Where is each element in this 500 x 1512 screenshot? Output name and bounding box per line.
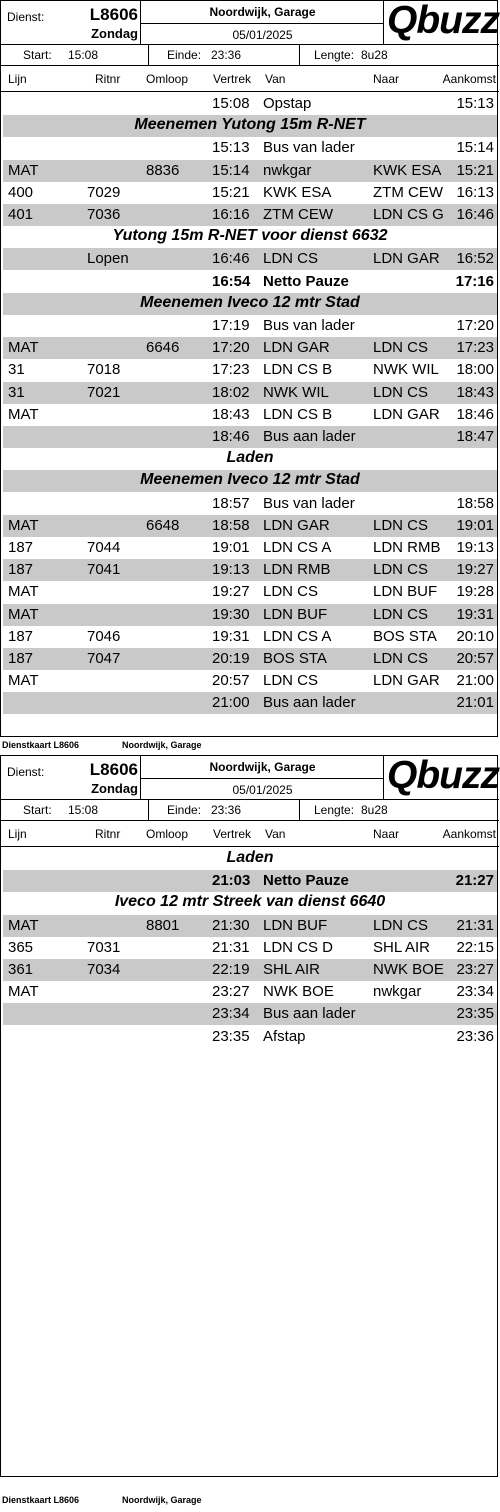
cell-naar: LDN GAR — [373, 250, 440, 268]
garage-cell — [141, 1, 384, 44]
cell-aankomst: 21:00 — [456, 672, 494, 690]
schedule-row — [3, 1003, 497, 1025]
schedule-row — [3, 337, 497, 359]
qbuzz-logo: Qbuzz — [387, 0, 499, 42]
cell-van: LDN CS — [263, 672, 319, 690]
cell-lijn: 361 — [8, 961, 34, 978]
footer-label: Dienstkaart L8606 — [2, 740, 80, 750]
schedule-row — [3, 248, 497, 270]
schedule-row — [3, 537, 497, 559]
dienstkaart-page-1 — [0, 0, 500, 750]
cell-aankomst: 23:35 — [456, 1005, 494, 1023]
cell-vertrek: 22:19 — [212, 961, 250, 978]
cell-van: LDN GAR — [263, 516, 330, 534]
cell-omloop: 6648 — [146, 516, 180, 534]
lengte-field — [314, 803, 388, 817]
cell-lijn: MAT — [8, 983, 39, 1001]
cell-aankomst: 15:13 — [456, 95, 494, 112]
cell-ritnr: 7031 — [87, 938, 121, 956]
cell-ritnr: 7046 — [87, 627, 121, 645]
cell-lijn: 401 — [8, 206, 34, 223]
cell-naar: BOS STA — [373, 627, 437, 645]
divider — [141, 23, 384, 24]
cell-aankomst: 20:57 — [456, 650, 494, 667]
schedule-row — [3, 404, 497, 426]
einde-field — [167, 803, 242, 817]
cell-aankomst: 21:31 — [456, 916, 494, 934]
cell-aankomst: 18:43 — [456, 383, 494, 401]
schedule-row — [3, 670, 497, 692]
cell-ritnr: 7044 — [87, 539, 121, 556]
schedule-row — [3, 160, 497, 182]
section-title: Yutong 15m R-NET voor dienst 6632 — [112, 227, 388, 245]
schedule-row — [3, 648, 497, 670]
col-van: Van — [265, 827, 286, 841]
cell-omloop: 8836 — [146, 161, 180, 179]
cell-van: Bus van lader — [263, 494, 355, 512]
schedule-row — [3, 915, 497, 937]
cell-van: LDN BUF — [263, 605, 328, 623]
garage-name: Noordwijk, Garage — [209, 760, 316, 774]
cell-aankomst: 21:27 — [455, 872, 494, 890]
cell-naar: LDN CS — [373, 561, 429, 579]
cell-naar: LDN CS — [373, 650, 429, 667]
cell-vertrek: 23:35 — [212, 1027, 250, 1045]
col-vertrek: Vertrek — [213, 72, 252, 86]
cell-vertrek: 21:00 — [212, 694, 250, 712]
schedule-row — [3, 1026, 497, 1048]
cell-omloop: 8801 — [146, 916, 180, 934]
col-naar: Naar — [373, 827, 400, 841]
cell-vertrek: 21:30 — [212, 916, 250, 934]
cell-van: LDN RMB — [263, 561, 331, 579]
header — [1, 756, 499, 800]
section-title-row — [3, 115, 497, 137]
cell-naar: LDN RMB — [373, 539, 441, 556]
time-summary — [1, 45, 499, 66]
cell-omloop: 6646 — [146, 339, 180, 357]
cell-aankomst: 15:21 — [456, 161, 494, 179]
lengte-label: Lengte: — [314, 48, 355, 62]
section-title-row — [3, 892, 497, 914]
cell-vertrek: 19:27 — [212, 583, 250, 601]
dienst-number: L8606 — [89, 5, 138, 24]
einde-value: 23:36 — [211, 803, 242, 817]
cell-naar: LDN CS G — [373, 206, 444, 223]
cell-ritnr: 7029 — [87, 183, 121, 201]
cell-van: nwkgar — [263, 161, 312, 179]
divider — [148, 45, 149, 65]
schedule-row — [3, 959, 497, 981]
cell-aankomst: 18:46 — [456, 405, 494, 423]
section-title-row — [3, 293, 497, 315]
cell-aankomst: 16:46 — [456, 206, 494, 223]
cell-vertrek: 17:20 — [212, 339, 250, 357]
schedule-row — [3, 493, 497, 515]
logo-cell — [384, 756, 499, 799]
start-label: Start: — [23, 803, 52, 817]
schedule-row — [3, 559, 497, 581]
col-lijn: Lijn — [8, 72, 27, 86]
schedule-row — [3, 581, 497, 603]
header — [1, 1, 499, 45]
col-van: Van — [265, 72, 286, 86]
cell-naar: LDN CS — [373, 605, 429, 623]
section-title-row — [3, 226, 497, 248]
cell-van: Netto Pauze — [263, 272, 349, 290]
dienst-number: L8606 — [89, 760, 138, 779]
dienst-label: Dienst: — [7, 765, 45, 779]
schedule-row — [3, 137, 497, 159]
cell-ritnr: 7018 — [87, 361, 121, 379]
cell-van: LDN CS A — [263, 539, 332, 556]
cell-aankomst: 17:23 — [456, 339, 494, 357]
start-field — [23, 803, 99, 817]
cell-aankomst: 17:20 — [456, 317, 494, 334]
cell-vertrek: 19:31 — [212, 627, 250, 645]
section-title-row — [3, 848, 497, 870]
cell-naar: LDN CS — [373, 383, 429, 401]
cell-lijn: 187 — [8, 561, 34, 579]
cell-ritnr: 7047 — [87, 650, 121, 667]
cell-ritnr: 7034 — [87, 961, 121, 978]
time-summary — [1, 800, 499, 821]
col-naar: Naar — [373, 72, 400, 86]
dienst-cell — [1, 1, 141, 44]
schedule-row — [3, 182, 497, 204]
cell-aankomst: 18:47 — [456, 428, 494, 445]
section-title: Iveco 12 mtr Streek van dienst 6640 — [114, 893, 386, 911]
einde-label: Einde: — [167, 48, 202, 62]
cell-vertrek: 18:58 — [212, 516, 250, 534]
cell-lijn: MAT — [8, 516, 39, 534]
cell-lijn: MAT — [8, 916, 39, 934]
section-title: Meenemen Yutong 15m R-NET — [134, 116, 366, 134]
cell-vertrek: 15:08 — [212, 95, 250, 112]
logo-cell — [384, 1, 499, 44]
page-frame — [0, 755, 498, 1477]
cell-naar: LDN CS — [373, 916, 429, 934]
cell-naar: ZTM CEW — [373, 183, 443, 201]
cell-aankomst: 19:01 — [456, 516, 494, 534]
cell-vertrek: 15:13 — [212, 139, 250, 157]
dienst-label: Dienst: — [7, 10, 45, 24]
col-omloop: Omloop — [146, 827, 189, 841]
cell-lijn: MAT — [8, 339, 39, 357]
cell-van: Afstap — [263, 1027, 306, 1045]
cell-lijn: MAT — [8, 583, 39, 601]
cell-van: Opstap — [263, 95, 312, 112]
cell-vertrek: 16:46 — [212, 250, 250, 268]
cell-naar: LDN BUF — [373, 583, 438, 601]
lengte-value: 8u28 — [361, 803, 388, 817]
cell-aankomst: 16:13 — [456, 183, 494, 201]
lengte-label: Lengte: — [314, 803, 355, 817]
cell-aankomst: 22:15 — [456, 938, 494, 956]
cell-vertrek: 19:01 — [212, 539, 250, 556]
col-vertrek: Vertrek — [213, 827, 252, 841]
cell-aankomst: 16:52 — [456, 250, 494, 268]
cell-vertrek: 19:13 — [212, 561, 250, 579]
schedule-row — [3, 937, 497, 959]
cell-naar: NWK WIL — [373, 361, 439, 379]
cell-naar: KWK ESA — [373, 161, 442, 179]
cell-vertrek: 19:30 — [212, 605, 250, 623]
cell-van: KWK ESA — [263, 183, 332, 201]
schedule-row — [3, 692, 497, 714]
cell-lijn: 31 — [8, 361, 25, 379]
cell-lijn: 187 — [8, 539, 34, 556]
cell-van: LDN BUF — [263, 916, 328, 934]
cell-aankomst: 21:01 — [456, 694, 494, 712]
cell-aankomst: 17:16 — [455, 272, 494, 290]
cell-lijn: MAT — [8, 161, 39, 179]
cell-van: LDN CS B — [263, 405, 333, 423]
cell-aankomst: 23:34 — [456, 983, 494, 1001]
cell-van: NWK BOE — [263, 983, 334, 1001]
cell-aankomst: 19:13 — [456, 539, 494, 556]
section-title: Meenemen Iveco 12 mtr Stad — [140, 293, 360, 311]
col-aankomst: Aankomst — [442, 72, 496, 86]
einde-label: Einde: — [167, 803, 202, 817]
divider — [299, 800, 300, 820]
cell-naar: LDN GAR — [373, 672, 440, 690]
cell-vertrek: 16:16 — [212, 206, 250, 223]
cell-ritnr: 7036 — [87, 206, 121, 223]
cell-aankomst: 18:58 — [456, 494, 494, 512]
section-title: Meenemen Iveco 12 mtr Stad — [140, 471, 360, 489]
cell-aankomst: 23:27 — [456, 961, 494, 978]
cell-van: LDN GAR — [263, 339, 330, 357]
cell-aankomst: 15:14 — [456, 139, 494, 157]
cell-vertrek: 20:57 — [212, 672, 250, 690]
divider — [299, 45, 300, 65]
cell-aankomst: 19:27 — [456, 561, 494, 579]
cell-van: Netto Pauze — [263, 872, 349, 890]
cell-van: Bus van lader — [263, 317, 355, 334]
cell-ritnr: Lopen — [87, 250, 129, 268]
cell-vertrek: 16:54 — [212, 272, 251, 290]
cell-van: ZTM CEW — [263, 206, 333, 223]
schedule-row — [3, 271, 497, 293]
cell-van: Bus aan lader — [263, 694, 356, 712]
date: 05/01/2025 — [232, 783, 293, 797]
divider — [141, 778, 384, 779]
cell-aankomst: 18:00 — [456, 361, 494, 379]
schedule-row — [3, 870, 497, 892]
cell-van: Bus aan lader — [263, 1005, 356, 1023]
schedule-row — [3, 315, 497, 337]
cell-naar: LDN CS — [373, 339, 429, 357]
cell-vertrek: 15:21 — [212, 183, 250, 201]
cell-van: LDN CS — [263, 250, 319, 268]
footer-garage: Noordwijk, Garage — [122, 740, 202, 750]
section-title: Laden — [226, 849, 274, 866]
divider — [148, 800, 149, 820]
cell-vertrek: 15:14 — [212, 161, 250, 179]
section-title-row — [3, 448, 497, 470]
einde-value: 23:36 — [211, 48, 242, 62]
cell-vertrek: 21:03 — [212, 872, 251, 890]
cell-lijn: 365 — [8, 938, 34, 956]
cell-naar: NWK BOE — [373, 961, 444, 978]
column-header — [1, 821, 499, 847]
cell-aankomst: 20:10 — [456, 627, 494, 645]
qbuzz-logo: Qbuzz — [387, 754, 499, 797]
cell-lijn: 187 — [8, 650, 34, 667]
schedule-row — [3, 204, 497, 226]
cell-van: SHL AIR — [263, 961, 320, 978]
dienst-cell — [1, 756, 141, 799]
cell-lijn: 31 — [8, 383, 25, 401]
cell-lijn: MAT — [8, 672, 39, 690]
schedule-row — [3, 604, 497, 626]
cell-aankomst: 23:36 — [456, 1027, 494, 1045]
section-title: Laden — [226, 449, 274, 467]
garage-cell — [141, 756, 384, 799]
footer-label: Dienstkaart L8606 — [2, 1495, 80, 1505]
schedule-row — [3, 426, 497, 448]
lengte-value: 8u28 — [361, 48, 388, 62]
col-ritnr: Ritnr — [95, 827, 121, 841]
day-label: Zondag — [91, 781, 138, 796]
cell-van: BOS STA — [263, 650, 327, 667]
lengte-field — [314, 48, 388, 62]
schedule-row — [3, 981, 497, 1003]
cell-van: LDN CS B — [263, 361, 333, 379]
day-label: Zondag — [91, 26, 138, 41]
col-aankomst: Aankomst — [442, 827, 496, 841]
cell-lijn: MAT — [8, 605, 39, 623]
cell-van: LDN CS D — [263, 938, 334, 956]
start-value: 15:08 — [68, 803, 99, 817]
schedule-row — [3, 626, 497, 648]
cell-ritnr: 7021 — [87, 383, 121, 401]
col-lijn: Lijn — [8, 827, 27, 841]
schedule-row — [3, 515, 497, 537]
cell-lijn: 400 — [8, 183, 34, 201]
cell-vertrek: 17:23 — [212, 361, 250, 379]
col-omloop: Omloop — [146, 72, 189, 86]
page-frame — [0, 0, 498, 737]
dienstkaart-page-2 — [0, 754, 500, 1505]
cell-aankomst: 19:31 — [456, 605, 494, 623]
cell-naar: LDN CS — [373, 516, 429, 534]
col-ritnr: Ritnr — [95, 72, 121, 86]
footer-garage: Noordwijk, Garage — [122, 1495, 202, 1505]
schedule-row — [3, 359, 497, 381]
cell-naar: SHL AIR — [373, 938, 430, 956]
cell-aankomst: 19:28 — [456, 583, 494, 601]
start-value: 15:08 — [68, 48, 99, 62]
cell-van: LDN CS A — [263, 627, 332, 645]
einde-field — [167, 48, 242, 62]
start-label: Start: — [23, 48, 52, 62]
cell-vertrek: 21:31 — [212, 938, 250, 956]
cell-vertrek: 18:02 — [212, 383, 250, 401]
garage-name: Noordwijk, Garage — [209, 5, 316, 19]
cell-vertrek: 23:27 — [212, 983, 250, 1001]
cell-lijn: 187 — [8, 627, 34, 645]
cell-van: LDN CS — [263, 583, 319, 601]
section-title-row — [3, 470, 497, 492]
cell-ritnr: 7041 — [87, 561, 121, 579]
schedule-row — [3, 93, 497, 115]
cell-van: Bus van lader — [263, 139, 355, 157]
cell-vertrek: 17:19 — [212, 317, 250, 334]
cell-vertrek: 18:57 — [212, 494, 250, 512]
cell-vertrek: 18:43 — [212, 405, 250, 423]
cell-vertrek: 23:34 — [212, 1005, 250, 1023]
cell-van: Bus aan lader — [263, 428, 356, 445]
cell-vertrek: 20:19 — [212, 650, 250, 667]
cell-vertrek: 18:46 — [212, 428, 250, 445]
start-field — [23, 48, 99, 62]
cell-lijn: MAT — [8, 405, 39, 423]
cell-naar: nwkgar — [373, 983, 422, 1001]
date: 05/01/2025 — [232, 28, 293, 42]
cell-van: NWK WIL — [263, 383, 329, 401]
cell-naar: LDN GAR — [373, 405, 440, 423]
schedule-row — [3, 382, 497, 404]
column-header — [1, 66, 499, 92]
